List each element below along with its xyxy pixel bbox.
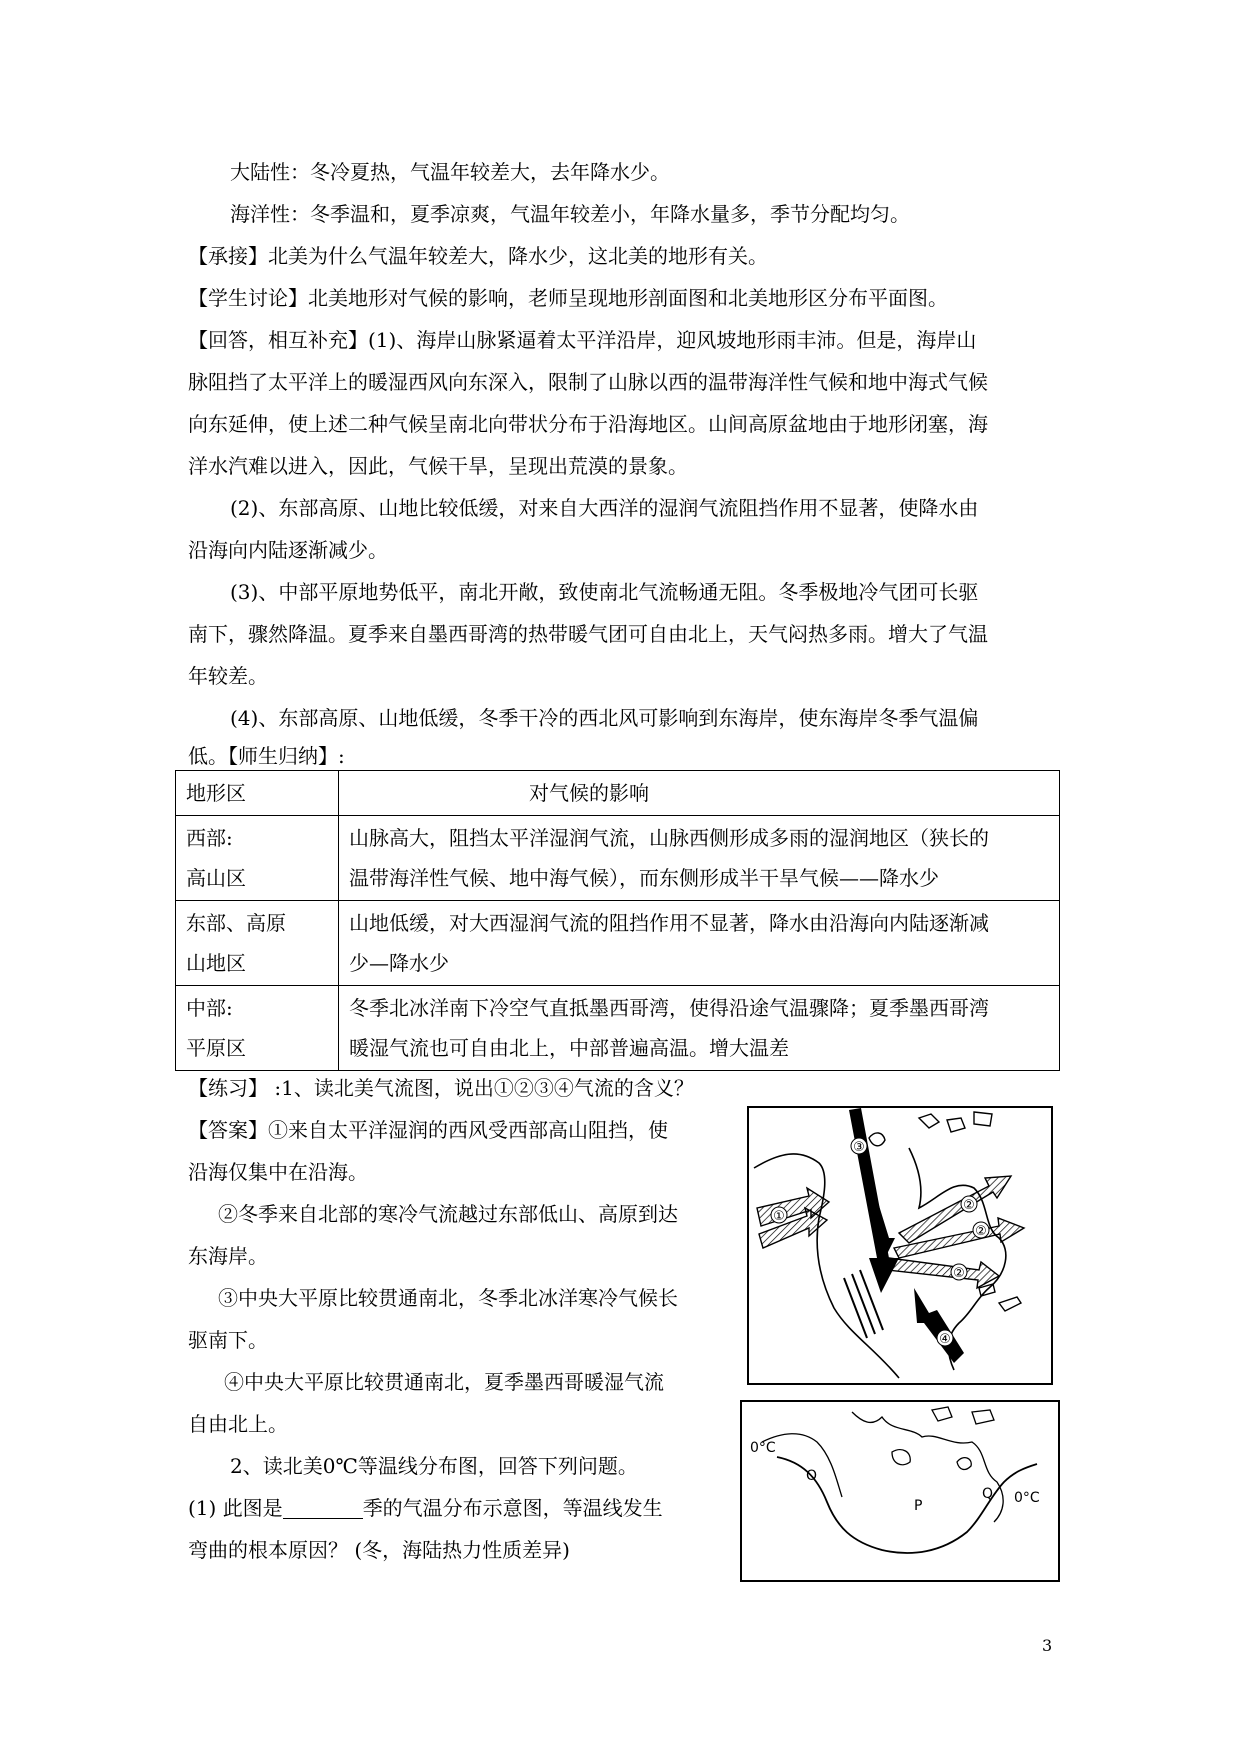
exercise-line: 【练习】 :1、读北美气流图，说出①②③④气流的含义？ bbox=[188, 1076, 694, 1100]
paragraph-line: (3)、中部平原地势低平，南北开敞，致使南北气流畅通无阻。冬季极地冷气团可长驱 bbox=[230, 580, 979, 604]
airflow-map bbox=[747, 1106, 1053, 1385]
page-number: 3 bbox=[1042, 1636, 1053, 1655]
paragraph-line: 【承接】北美为什么气温年较差大，降水少，这北美的地形有关。 bbox=[188, 244, 768, 268]
paragraph-line: 低。【师生归纳】: bbox=[188, 744, 345, 768]
exercise-line: 弯曲的根本原因？ (冬，海陆热力性质差异) bbox=[188, 1538, 570, 1562]
paragraph-line: 年较差。 bbox=[188, 664, 268, 688]
cell-line: 平原区 bbox=[186, 1036, 246, 1060]
cell-line: 东部、高原 bbox=[186, 911, 286, 935]
table-row bbox=[176, 816, 1060, 901]
exercise-line: 沿海仅集中在沿海。 bbox=[188, 1160, 368, 1184]
exercise-line: 2、读北美0℃等温线分布图，回答下列问题。 bbox=[230, 1454, 638, 1478]
paragraph-line: 【学生讨论】北美地形对气候的影响，老师呈现地形剖面图和北美地形区分布平面图。 bbox=[188, 286, 948, 310]
table-cell-region bbox=[176, 986, 339, 1071]
question-text: (1) 此图是 bbox=[188, 1496, 283, 1520]
map-label: ② bbox=[963, 1198, 975, 1213]
answer-blank bbox=[283, 1494, 363, 1519]
isotherm-map bbox=[740, 1400, 1060, 1582]
map-label: ① bbox=[773, 1209, 785, 1224]
mountain-line bbox=[852, 1274, 875, 1334]
table-row bbox=[176, 901, 1060, 986]
exercise-line: ②冬季来自北部的寒冷气流越过东部低山、高原到达 bbox=[218, 1202, 678, 1226]
cell-line: 冬季北冰洋南下冷空气直抵墨西哥湾，使得沿途气温骤降；夏季墨西哥湾 bbox=[349, 996, 989, 1020]
table-cell-effect bbox=[339, 901, 1060, 986]
cell-line: 少—降水少 bbox=[349, 951, 449, 975]
airflow-arrow-2c bbox=[887, 1258, 999, 1288]
map-label: ② bbox=[953, 1266, 965, 1281]
paragraph-line: 沿海向内陆逐渐减少。 bbox=[188, 538, 388, 562]
paragraph-line: 南下，骤然降温。夏季来自墨西哥湾的热带暖气团可自由北上，天气闷热多雨。增大了气温 bbox=[188, 622, 988, 646]
paragraph-line: 大陆性：冬冷夏热，气温年较差大，去年降水少。 bbox=[230, 160, 670, 184]
question-text: 季的气温分布示意图，等温线发生 bbox=[362, 1496, 663, 1520]
exercise-line: 东海岸。 bbox=[188, 1244, 268, 1268]
exercise-line: 自由北上。 bbox=[188, 1412, 288, 1436]
cell-line: 西部: bbox=[186, 826, 233, 850]
cell-line: 山脉高大，阻挡太平洋湿润气流，山脉西侧形成多雨的湿润地区（狭长的 bbox=[349, 826, 989, 850]
cell-line: 山地区 bbox=[186, 951, 246, 975]
cell-line: 暖湿气流也可自由北上，中部普遍高温。增大温差 bbox=[349, 1036, 789, 1060]
map-label: ② bbox=[975, 1224, 987, 1239]
table-cell-region bbox=[176, 816, 339, 901]
paragraph-line: 脉阻挡了太平洋上的暖湿西风向东深入，限制了山脉以西的温带海洋性气候和地中海式气候 bbox=[188, 370, 988, 394]
paragraph-line: (2)、东部高原、山地比较低缓，对来自大西洋的湿润气流阻挡作用不显著，使降水由 bbox=[230, 496, 979, 520]
point-label: Q bbox=[982, 1486, 994, 1502]
cell-line: 中部: bbox=[186, 996, 233, 1020]
paragraph-line: 海洋性：冬季温和，夏季凉爽，气温年较差小，年降水量多，季节分配均匀。 bbox=[230, 202, 910, 226]
paragraph-line: (4)、东部高原、山地低缓，冬季干冷的西北风可影响到东海岸，使东海岸冬季气温偏 bbox=[230, 706, 979, 730]
paragraph-line: 洋水汽难以进入，因此，气候干旱，呈现出荒漠的景象。 bbox=[188, 454, 688, 478]
exercise-line: ④中央大平原比较贯通南北，夏季墨西哥暖湿气流 bbox=[224, 1370, 664, 1394]
cell-line: 山地低缓，对大西湿润气流的阻挡作用不显著，降水由沿海向内陆逐渐减 bbox=[349, 911, 989, 935]
table-header-cell: 对气候的影响 bbox=[339, 771, 1060, 816]
map-label: ③ bbox=[853, 1140, 865, 1155]
table-row bbox=[176, 986, 1060, 1071]
table-header-row bbox=[176, 771, 1060, 816]
cell-line: 高山区 bbox=[186, 866, 246, 890]
table-cell-region bbox=[176, 901, 339, 986]
point-label: O bbox=[806, 1468, 818, 1484]
exercise-line: ③中央大平原比较贯通南北，冬季北冰洋寒冷气候长 bbox=[218, 1286, 678, 1310]
table-cell-effect bbox=[339, 986, 1060, 1071]
paragraph-line: 【回答，相互补充】(1)、海岸山脉紧逼着太平洋沿岸，迎风坡地形雨丰沛。但是，海岸山 bbox=[188, 328, 977, 352]
exercise-line bbox=[188, 1488, 663, 1528]
map-label: ④ bbox=[939, 1332, 951, 1347]
table-cell-effect bbox=[339, 816, 1060, 901]
exercise-line: 【答案】①来自太平洋湿润的西风受西部高山阻挡，使 bbox=[188, 1118, 668, 1142]
isotherm-label: 0°C bbox=[1014, 1490, 1040, 1506]
summary-table bbox=[175, 770, 1060, 1071]
cell-line: 温带海洋性气候、地中海气候），而东侧形成半干旱气候——降水少 bbox=[349, 866, 939, 890]
isotherm-label: 0°C bbox=[750, 1440, 776, 1456]
paragraph-line: 向东延伸，使上述二种气候呈南北向带状分布于沿海地区。山间高原盆地由于地形闭塞，海 bbox=[188, 412, 988, 436]
point-label: P bbox=[914, 1498, 923, 1514]
exercise-line: 驱南下。 bbox=[188, 1328, 268, 1352]
mountain-line bbox=[844, 1278, 867, 1338]
table-header-cell: 地形区 bbox=[176, 771, 339, 816]
